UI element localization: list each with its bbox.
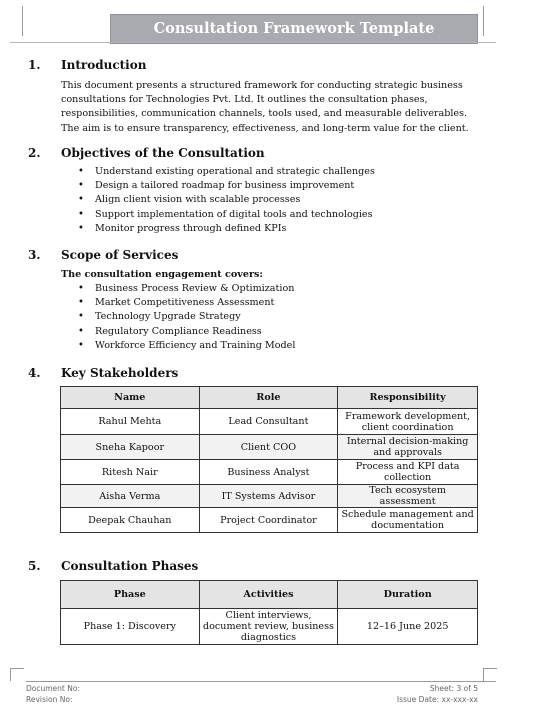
table-cell: IT Systems Advisor: [199, 485, 338, 508]
section-title: Key Stakeholders: [61, 366, 179, 380]
column-header: Role: [199, 387, 338, 409]
table-cell: Client interviews, document review, business diagnostics: [199, 609, 338, 645]
list-item: • Business Process Review & Optimization: [61, 282, 295, 296]
table-cell: Framework development, client coordination: [338, 409, 478, 435]
table-cell: Process and KPI data collection: [338, 460, 478, 485]
document-title: Consultation Framework Template: [110, 14, 478, 44]
section-title: Objectives of the Consultation: [61, 146, 265, 160]
table-cell: Tech ecosystem assessment: [338, 485, 478, 508]
list-item: • Workforce Efficiency and Training Model: [61, 339, 295, 353]
scope-lead-text: The consultation engagement covers:: [61, 269, 263, 280]
table-cell: Internal decision-making and approvals: [338, 435, 478, 460]
header-rule: [10, 42, 496, 43]
table-row: [61, 460, 478, 485]
section-number: 5.: [28, 559, 41, 573]
footer-rule: [26, 681, 496, 682]
table-row: [61, 508, 478, 533]
list-item: • Design a tailored roadmap for business improvement: [61, 179, 375, 193]
table-cell: Project Coordinator: [199, 508, 338, 533]
document-number-label: Document No:: [26, 684, 80, 693]
list-item: • Align client vision with scalable processes: [61, 193, 375, 207]
sheet-number: Sheet: 3 of 5: [429, 684, 478, 693]
list-item: • Regulatory Compliance Readiness: [61, 325, 295, 339]
list-item: • Market Competitiveness Assessment: [61, 296, 295, 310]
section-number: 3.: [28, 248, 41, 262]
footer-corner-right: [483, 668, 484, 681]
section-title: Introduction: [61, 58, 147, 72]
table-cell: Sneha Kapoor: [61, 435, 200, 460]
header-corner-right: [483, 6, 496, 36]
footer-corner-left-rule: [10, 668, 24, 669]
list-item: • Understand existing operational and strategic challenges: [61, 165, 375, 179]
table-cell: Client COO: [199, 435, 338, 460]
table-cell: Schedule management and documentation: [338, 508, 478, 533]
header-corner-left: [10, 6, 23, 36]
section-title: Consultation Phases: [61, 559, 199, 573]
table-cell: Ritesh Nair: [61, 460, 200, 485]
table-cell: Phase 1: Discovery: [61, 609, 200, 645]
list-item: • Monitor progress through defined KPIs: [61, 222, 375, 236]
table-cell: Business Analyst: [199, 460, 338, 485]
section-number: 2.: [28, 146, 41, 160]
table-cell: Lead Consultant: [199, 409, 338, 435]
introduction-paragraph: This document presents a structured framework for conducting strategic business consultations for Technologies Pvt. Ltd. It outlines the consultation phases, responsibilities, communication channels, tools used, and measurable deliverables. The aim is to ensure transparency, effectiveness, and long-term value for the client.: [61, 80, 469, 134]
column-header: Responsibility: [338, 387, 478, 409]
table-row: [61, 609, 478, 645]
section-title: Scope of Services: [61, 248, 179, 262]
list-item: • Technology Upgrade Strategy: [61, 310, 295, 324]
column-header: Activities: [199, 581, 338, 609]
stakeholders-table: [60, 386, 478, 533]
column-header: Name: [61, 387, 200, 409]
column-header: Duration: [338, 581, 478, 609]
section-number: 1.: [28, 58, 41, 72]
table-cell: Deepak Chauhan: [61, 508, 200, 533]
scope-list: [61, 282, 295, 353]
phases-table: [60, 580, 478, 645]
list-item: • Support implementation of digital tools and technologies: [61, 208, 375, 222]
table-row: [61, 435, 478, 460]
column-header: Phase: [61, 581, 200, 609]
revision-number-label: Revision No:: [26, 695, 73, 704]
table-cell: Aisha Verma: [61, 485, 200, 508]
section-number: 4.: [28, 366, 41, 380]
table-cell: Rahul Mehta: [61, 409, 200, 435]
table-cell: 12–16 June 2025: [338, 609, 478, 645]
footer-corner-right-rule: [483, 668, 497, 669]
table-row: [61, 409, 478, 435]
table-row: [61, 485, 478, 508]
footer-corner-left: [10, 668, 11, 681]
issue-date: Issue Date: xx-xxx-xx: [396, 695, 478, 704]
objectives-list: [61, 165, 375, 236]
